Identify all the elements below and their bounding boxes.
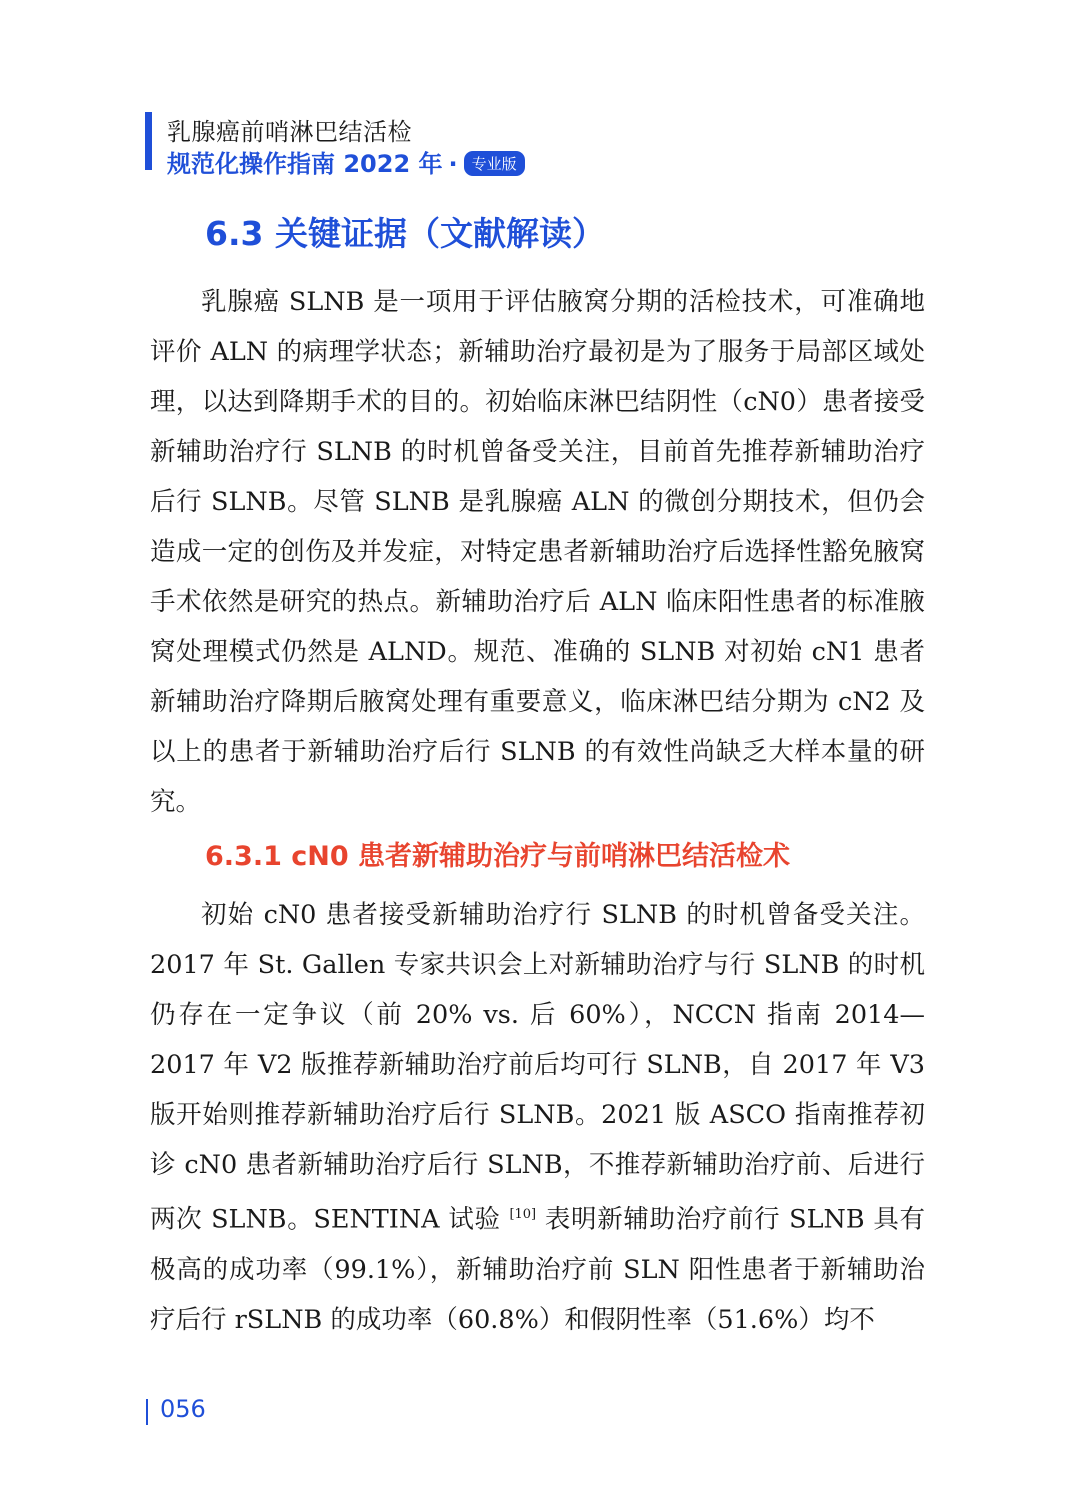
page-number-bar bbox=[146, 1399, 148, 1425]
edition-badge: 专业版 bbox=[464, 151, 525, 176]
paragraph: 乳腺癌 SLNB 是一项用于评估腋窝分期的活检技术，可准确地评价 ALN 的病理学状态；新辅助治疗最初是为了服务于局部区域处理，以达到降期手术的目的。初始临床淋巴结阴性（cN0）患者接受新辅助治疗行 SLNB 的时机曾备受关注，目前首先推荐新辅助治疗后行 SLNB。尽管 SLNB 是乳腺癌 ALN 的微创分期技术，但仍会造成一定的创伤及并发症，对特定患者新辅助治疗后选择性豁免腋窝手术依然是研究的热点。新辅助治疗后 ALN 临床阳性患者的标准腋窝处理模式仍然是 ALND。规范、准确的 SLNB 对初始 cN1 患者新辅助治疗降期后腋窝处理有重要意义，临床淋巴结分期为 cN2 及以上的患者于新辅助治疗后行 SLNB 的有效性尚缺乏大样本量的研究。 bbox=[150, 287, 925, 817]
header-separator: · bbox=[448, 150, 458, 178]
header-subtitle-text: 规范化操作指南 2022 年 bbox=[167, 150, 443, 178]
section-title: 6.3 关键证据（文献解读） bbox=[205, 214, 605, 253]
running-header bbox=[145, 112, 565, 178]
header-book-subtitle bbox=[167, 144, 525, 179]
subsection-body bbox=[150, 890, 925, 1345]
page-number: 056 bbox=[160, 1395, 206, 1423]
header-accent-bar bbox=[145, 112, 152, 170]
citation-ref: [10] bbox=[509, 1207, 537, 1222]
subsection-title: 6.3.1 cN0 患者新辅助治疗与前哨淋巴结活检术 bbox=[205, 841, 791, 872]
paragraph-text: 初始 cN0 患者接受新辅助治疗行 SLNB 的时机曾备受关注。2017 年 St. Gallen 专家共识会上对新辅助治疗与行 SLNB 的时机仍存在一定争议（前 20% vs. 后 60%），NCCN 指南 2014—2017 年 V2 版推荐新辅助治疗前后均可行 SLNB，自 2017 年 V3 版开始则推荐新辅助治疗后行 SLNB。2021 版 ASCO 指南推荐初诊 cN0 患者新辅助治疗后行 SLNB，不推荐新辅助治疗前、后进行两次 SLNB。SENTINA 试验 bbox=[150, 900, 925, 1235]
paragraph bbox=[150, 890, 925, 1345]
header-book-title: 乳腺癌前哨淋巴结活检 bbox=[167, 118, 412, 146]
paragraph-text-continued: 表明新辅助治疗前行 SLNB 具有极高的成功率（99.1%），新辅助治疗前 SLN 阳性患者于新辅助治疗后行 rSLNB 的成功率（60.8%）和假阴性率（51.6%）均不 bbox=[150, 1204, 925, 1335]
section-body bbox=[150, 277, 925, 827]
